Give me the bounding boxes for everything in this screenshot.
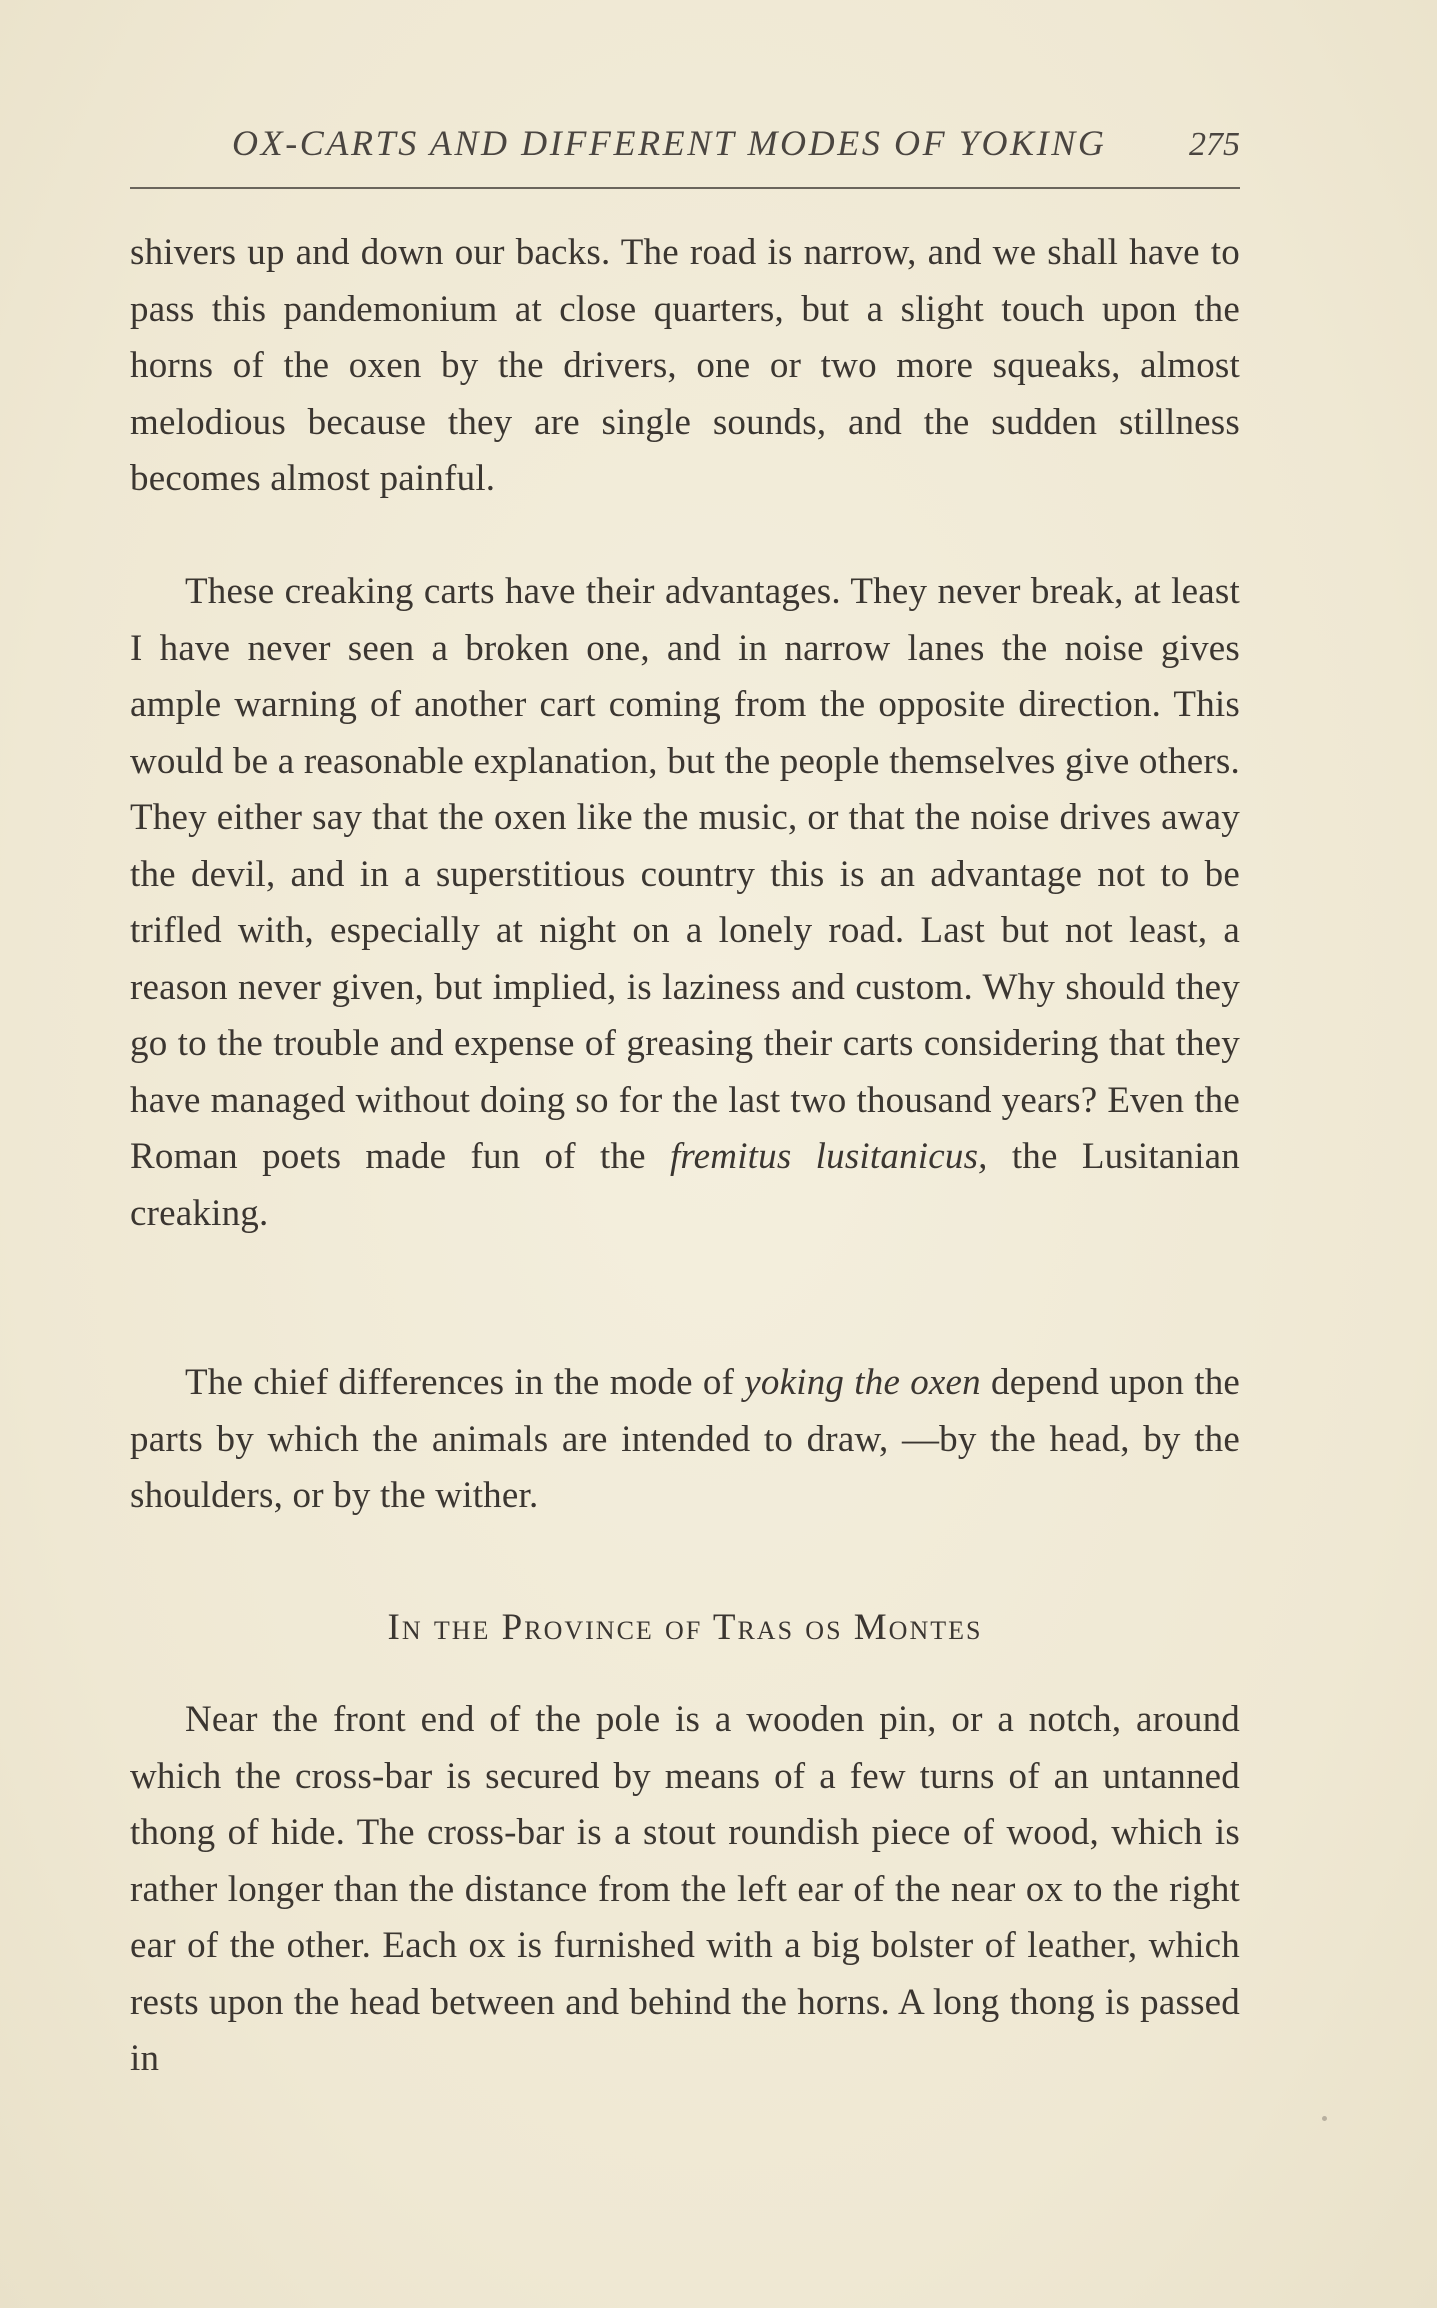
header-rule <box>130 187 1240 189</box>
page-number: 275 <box>1189 126 1240 163</box>
running-head <box>130 118 1240 168</box>
running-title: OX-CARTS AND DIFFERENT MODES OF YOKING <box>232 123 1107 163</box>
paragraph-creaking-carts <box>130 564 1240 1242</box>
paragraph-text: These creaking carts have their advantages. They never break, at least I have never seen a broken one, and in narrow lanes the noise gives ample warning of another cart coming from the opposite direction. This would be a reasonable explanation, but the people themselves give others. They either say that the oxen like the music, or that the noise drives away the devil, and in a superstitious country this is an advantage not to be trifled with, especially at night on a lonely road. Last but not least, a reason never given, but implied, is laziness and custom. Why should they go to the trouble and expense of greasing their carts considering that they have managed without doing so for the last two thousand years? Even the Roman poets made fun of the <box>130 571 1240 1177</box>
paragraph-yoking-modes <box>130 1355 1240 1525</box>
section-heading: In the Province of Tras os Montes <box>387 1607 983 1648</box>
paragraph-continuation: shivers up and down our backs. The road is narrow, and we shall have to pass this pandemonium at close quarters, but a slight touch upon the horns of the oxen by the drivers, one or two more squeaks, almost melodious because they are single sounds, and the sudden stillness becomes almost painful. <box>130 232 1240 499</box>
paragraph-text-end: depend upon the parts by which the animals are intended to draw, —by the head, by the shoulders, or by the wither. <box>130 1362 1241 1516</box>
paragraph-text-end: the Lusitanian creaking. <box>130 1136 1240 1234</box>
latin-phrase: fremitus lusitanicus, <box>669 1136 988 1177</box>
paper-speck <box>1322 2116 1327 2121</box>
paragraph-tras-os-montes: Near the front end of the pole is a wooden pin, or a notch, around which the cross-bar is secured by means of a few turns of an untanned thong of hide. The cross-bar is a stout roundish piece of wood, which is rather longer than the distance from the left ear of the near ox to the right ear of the other. Each ox is furnished with a big bolster of leather, which rests upon the head between and behind the horns. A long thong is passed in <box>130 1699 1240 2079</box>
italic-phrase: yoking the oxen <box>744 1362 981 1403</box>
paragraph-text: The chief differences in the mode of <box>185 1362 735 1403</box>
